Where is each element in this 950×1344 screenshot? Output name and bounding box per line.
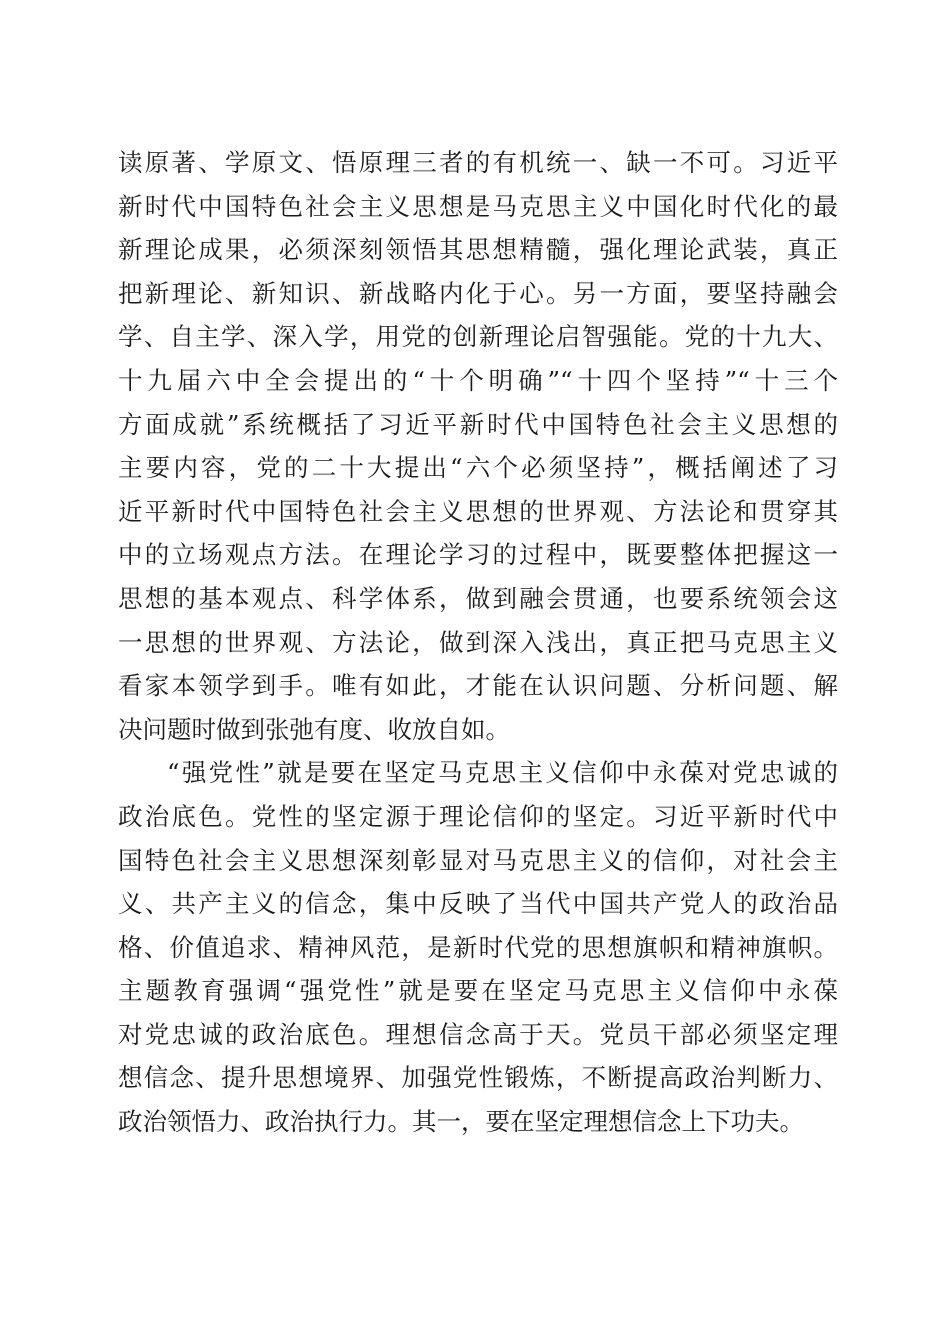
text-line: 政治领悟力、政治执行力。其一，要在坚定理想信念上下功夫。 (118, 1107, 804, 1137)
text-line: 想信念、提升思想境界、加强党性锻炼，不断提高政治判断力、 (118, 1063, 838, 1093)
text-line: 近平新时代中国特色社会主义思想的世界观、方法论和贯穿其 (118, 496, 838, 526)
text-line: 读原著、学原文、悟原理三者的有机统一、缺一不可。习近平 (118, 148, 838, 177)
text-line: 对党忠诚的政治底色。理想信念高于天。党员干部必须坚定理 (118, 1019, 838, 1049)
text-line: 格、价值追求、精神风范，是新时代党的思想旗帜和精神旗帜。 (118, 932, 838, 962)
text-line: 思想的基本观点、科学体系，做到融会贯通，也要系统领会这 (118, 583, 838, 613)
text-line: 十九届六中全会提出的“十个明确”“十四个坚持”“十三个 (118, 365, 838, 395)
text-line: 主要内容，党的二十大提出“六个必须坚持”，概括阐述了习 (118, 453, 838, 483)
text-line: 学、自主学、深入学，用党的创新理论启智强能。党的十九大、 (118, 322, 838, 352)
text-line: 政治底色。党性的坚定源于理论信仰的坚定。习近平新时代中 (118, 801, 838, 831)
text-line: 国特色社会主义思想深刻彰显对马克思主义的信仰，对社会主 (118, 845, 838, 875)
text-line: 新理论成果，必须深刻领悟其思想精髓，强化理论武装，真正 (118, 235, 838, 265)
text-line: 把新理论、新知识、新战略内化于心。另一方面，要坚持融会 (118, 278, 838, 308)
paragraph-first-line: “强党性”就是要在坚定马克思主义信仰中永葆对党忠诚的 (167, 758, 838, 788)
text-line: 新时代中国特色社会主义思想是马克思主义中国化时代化的最 (118, 191, 838, 221)
text-line: 方面成就”系统概括了习近平新时代中国特色社会主义思想的 (118, 409, 838, 439)
text-line: 决问题时做到张弛有度、收放自如。 (118, 714, 510, 744)
body-text (118, 141, 838, 1144)
text-line: 一思想的世界观、方法论，做到深入浅出，真正把马克思主义 (118, 627, 838, 657)
text-line: 主题教育强调“强党性”就是要在坚定马克思主义信仰中永葆 (118, 976, 838, 1006)
text-line: 看家本领学到手。唯有如此，才能在认识问题、分析问题、解 (118, 671, 838, 701)
text-line: 义、共产主义的信念，集中反映了当代中国共产党人的政治品 (118, 889, 838, 919)
text-line: 中的立场观点方法。在理论学习的过程中，既要整体把握这一 (118, 540, 838, 570)
